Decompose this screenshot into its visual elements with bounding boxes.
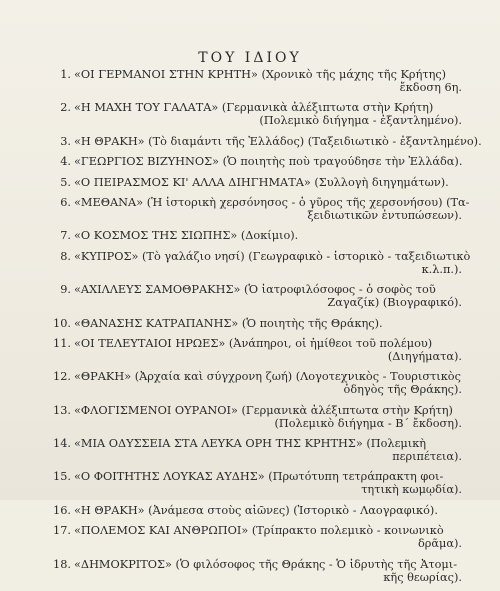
entry-number: 16. [53,503,71,517]
bibliography-entry [52,558,462,584]
entry-number: 13. [53,403,71,417]
entry-title-line: «ΘΑΝΑΣΗΣ ΚΑΤΡΑΠΑΝΗΣ» (Ὁ ποιητὴς τῆς Θράκης). [74,316,383,330]
bibliography-entry [52,155,462,168]
entry-title-line: «ΘΡΑΚΗ» (Ἀρχαία καὶ σύγχρονη ζωή) (Λογοτεχνικὸς - Τουριστικὸς [74,370,461,384]
bibliography-entry [52,337,462,363]
entry-continuation-line: ὁδηγὸς τῆς Θράκης). [343,383,462,397]
bibliography-entry [52,317,462,330]
entry-number: 10. [53,316,71,330]
entry-number: 5. [60,175,71,189]
entry-number: 3. [60,134,71,148]
entry-number: 18. [53,557,71,571]
bibliography-entry [52,504,462,517]
entry-title-line: «ΟΙ ΤΕΛΕΥΤΑΙΟΙ ΗΡΩΕΣ» (Ἀνάπηροι, οἱ ἡμίθεοι τοῦ πολέμου) [74,336,433,350]
entry-title-line: «Η ΘΡΑΚΗ» (Τὸ διαμάντι τῆς Ἑλλάδος) (Ταξειδιωτικὸ - ἐξαντλημένο). [74,134,482,148]
entry-title-line: «ΓΕΩΡΓΙΟΣ ΒΙΖΥΗΝΟΣ» (Ὁ ποιητὴς ποὺ τραγούδησε τὴν Ἑλλάδα). [74,155,463,169]
bibliography-entry [52,470,462,496]
bibliography-entry [52,524,462,550]
entry-continuation-line: Ζαγαζίκ) (Βιογραφικό). [327,296,462,310]
entry-continuation-line: δρᾶμα). [417,537,462,551]
entry-number: 12. [53,370,71,384]
entry-continuation-line: (Πολεμικὸ διήγημα - ἐξαντλημένο). [259,114,462,128]
bibliography-entry [52,437,462,463]
entry-continuation-line: ἔκδοση 6η. [399,81,462,94]
entry-number: 8. [60,249,71,263]
entry-number: 4. [60,155,71,169]
entry-title-line: «Η ΜΑΧΗ ΤΟΥ ΓΑΛΑΤΑ» (Γερμανικὰ ἀλέξιπτωτα στὴν Κρήτη) [74,101,434,115]
entry-title-line: «ΜΕΘΑΝΑ» (Ἡ ἱστορικὴ χερσόνησος - ὁ γῦρος τῆς χερσονήσου) (Τα- [74,195,470,209]
bibliography-entry [52,195,470,222]
entry-title-line: «ΚΥΠΡΟΣ» (Τὸ γαλάζιο νησί) (Γεωγραφικὸ - ἱστορικὸ - ταξειδιωτικὸ [74,249,471,263]
entry-title-line: «ΜΙΑ ΟΔΥΣΣΕΙΑ ΣΤΑ ΛΕΥΚΑ ΟΡΗ ΤΗΣ ΚΡΗΤΗΣ» (Πολεμικὴ [74,437,427,451]
entry-number: 14. [53,437,71,451]
entry-number: 9. [60,283,71,297]
bibliography-entry [52,229,462,242]
entry-title-line: «Ο ΚΟΣΜΟΣ ΤΗΣ ΣΙΩΠΗΣ» (Δοκίμιο). [74,229,299,243]
entry-number: 11. [53,336,71,350]
entry-number: 7. [60,229,71,243]
entry-title-line: «ΠΟΛΕΜΟΣ ΚΑΙ ΑΝΘΡΩΠΟΙ» (Τρίπρακτο πολεμικὸ - κοινωνικὸ [74,524,444,538]
entry-continuation-line: κ.λ.π.). [421,262,462,276]
entry-title-line: «ΔΗΜΟΚΡΙΤΟΣ» (Ὁ φιλόσοφος τῆς Θράκης - Ὁ ἱδρυτὴς τῆς Ἀτομι- [74,557,458,571]
bibliography-entry [52,283,462,309]
bibliography-entry [52,370,462,396]
entry-title-line: «Ο ΦΟΙΤΗΤΗΣ ΛΟΥΚΑΣ ΑΥΔΗΣ» (Πρωτότυπη τετράπρακτη φοι- [74,470,444,484]
bibliography-entry [52,68,462,94]
entry-title-line: «Ο ΠΕΙΡΑΣΜΟΣ ΚΙ' ΑΛΛΑ ΔΙΗΓΗΜΑΤΑ» (Συλλογὴ διηγημάτων). [74,175,449,189]
entry-number: 17. [53,524,71,538]
bibliography-entry [52,176,462,189]
entry-continuation-line: περιπέτεια). [392,450,462,464]
entry-number: 1. [60,68,71,81]
entry-continuation-line: (Πολεμικὸ διήγημα - Β΄ ἔκδοση). [274,416,462,430]
entry-continuation-line: κῆς θεωρίας). [383,570,462,584]
bibliography-entry [52,101,462,127]
entry-continuation-line: ξειδιωτικῶν ἐντυπώσεων). [307,208,462,222]
bibliography-entry [52,404,462,430]
entry-number: 15. [53,470,71,484]
entry-continuation-line: (Διηγήματα). [387,349,462,363]
page-heading: ΤΟΥ ΙΔΙΟΥ [198,50,302,66]
bibliography-list [52,68,482,591]
entry-title-line: «ΟΙ ΓΕΡΜΑΝΟΙ ΣΤΗΝ ΚΡΗΤΗ» (Χρονικὸ τῆς μάχης τῆς Κρήτης) [74,68,447,81]
entry-number: 6. [60,195,71,209]
bibliography-entry [52,134,482,148]
entry-title-line: «Η ΘΡΑΚΗ» (Ἀνάμεσα στοὺς αἰῶνες) (Ἱστορικὸ - Λαογραφικό). [74,503,438,517]
entry-number: 2. [60,101,71,115]
bibliography-entry [52,249,471,276]
entry-title-line: «ΑΧΙΛΛΕΥΣ ΣΑΜΟΘΡΑΚΗΣ» (Ὁ ἰατροφιλόσοφος - ὁ σοφὸς τοῦ [74,283,436,297]
entry-title-line: «ΦΛΟΓΙΣΜΕΝΟΙ ΟΥΡΑΝΟΙ» (Γερμανικὰ ἀλέξιπτωτα στὴν Κρήτη) [74,403,453,417]
entry-continuation-line: τητικὴ κωμῳδία). [361,483,462,497]
